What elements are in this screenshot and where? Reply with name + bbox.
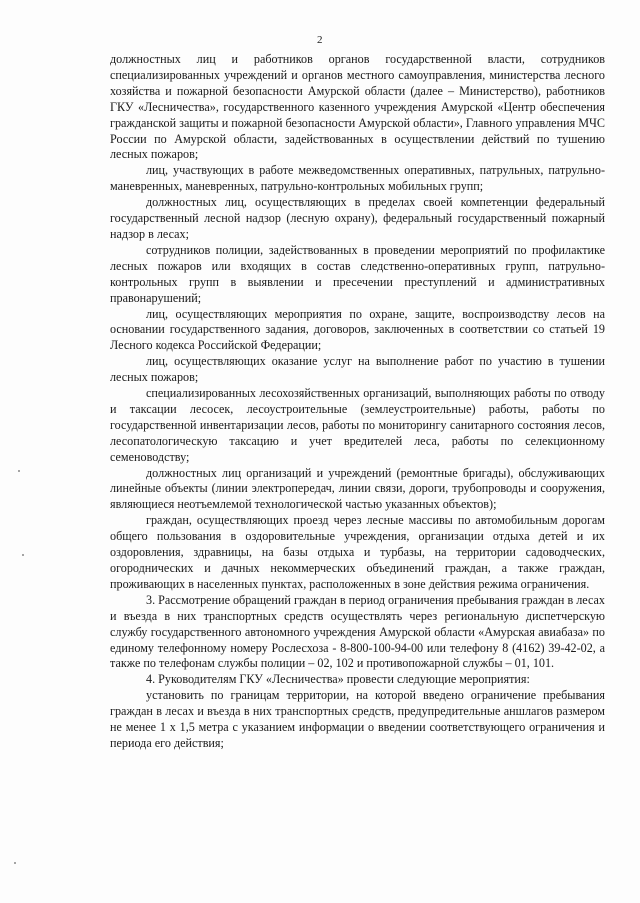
page-number: 2	[317, 34, 323, 46]
paragraph-police: сотрудников полиции, задействованных в проведении мероприятий по профилактике лесных пожаров или входящих в состав следственно-оперативных групп, патрульно-контрольных групп в выявлении и пресечении преступлений и административных правонарушений;	[110, 242, 605, 305]
paragraph-citizens-transit: граждан, осуществляющих проезд через лесные массивы по автомобильным дорогам общего пользования в оздоровительные учреждения, организации отдыха детей и их оздоровления, здравницы, на базы отдыха и турбазы, на территории садоводческих, огороднических и дачных некоммерческих объединений граждан, а также граждан, проживающих в населенных пунктах, расположенных в зоне действия режима ограничения.	[110, 513, 605, 591]
paragraph-forestry-organizations: специализированных лесохозяйственных организаций, выполняющих работы по отводу и таксации лесосек, лесоустроительные (землеустроительные) работы, работы по государственной инвентаризации лесов, работы по мониторингу санитарного состояния лесов, лесопатологическую таксацию и учет вредителей леса, работы по селекционному семеноводству;	[110, 386, 605, 464]
document-body	[110, 52, 605, 752]
scan-dot	[14, 862, 16, 864]
paragraph-mobile-groups: лиц, участвующих в работе межведомственных оперативных, патрульных, патрульно-маневренных, маневренных, патрульно-контрольных мобильных групп;	[110, 163, 605, 194]
paragraph-officials: должностных лиц и работников органов государственной власти, сотрудников специализированных учреждений и органов местного самоуправления, министерства лесного хозяйства и пожарной безопасности Амурской области (далее – Министерство), работников ГКУ «Лесничества», государственного казенного учреждения Амурской «Центр обеспечения гражданской защиты и пожарной безопасности Амурской области», Главного управления МЧС России по Амурской области, задействованных в осуществлении действий по тушению лесных пожаров;	[110, 52, 605, 162]
paragraph-item-3-appeals: 3. Рассмотрение обращений граждан в период ограничения пребывания граждан в лесах и въезда в них транспортных средств осуществлять через региональную диспетчерскую службу государственного автономного учреждения Амурской области «Амурская авиабаза» по единому телефонному номеру Рослесхоза - 8-800-100-94-00 или телефону 8 (4162) 39-42-02, а также по телефонам службы полиции – 02, 102 и противопожарной службы – 01, 101.	[110, 592, 605, 671]
paragraph-firefighting-services: лиц, осуществляющих оказание услуг на выполнение работ по участию в тушении лесных пожаров;	[110, 354, 605, 385]
paragraph-forest-protection: лиц, осуществляющих мероприятия по охране, защите, воспроизводству лесов на основании государственного задания, договоров, заключенных в соответствии со статьей 19 Лесного кодекса Российской Федерации;	[110, 306, 605, 353]
paragraph-linear-objects: должностных лиц организаций и учреждений (ремонтные бригады), обслуживающих линейные объекты (линии электропередач, линии связи, дороги, трубопроводы и сооружения, являющиеся неотъемлемой технологической частью указанных объектов);	[110, 465, 605, 512]
scan-dot	[22, 554, 24, 556]
scan-dot	[18, 470, 20, 472]
paragraph-warning-signs: установить по границам территории, на которой введено ограничение пребывания граждан в лесах и въезда в них транспортных средств, предупредительные аншлагов размером не менее 1 х 1,5 метра с указанием информации о введении соответствующего ограничения и периода его действия;	[110, 688, 605, 750]
paragraph-item-4-heads: 4. Руководителям ГКУ «Лесничества» провести следующие мероприятия:	[146, 672, 530, 687]
paragraph-forest-supervision: должностных лиц, осуществляющих в пределах своей компетенции федеральный государственный лесной надзор (лесную охрану), федеральный государственный пожарный надзор в лесах;	[110, 195, 605, 241]
